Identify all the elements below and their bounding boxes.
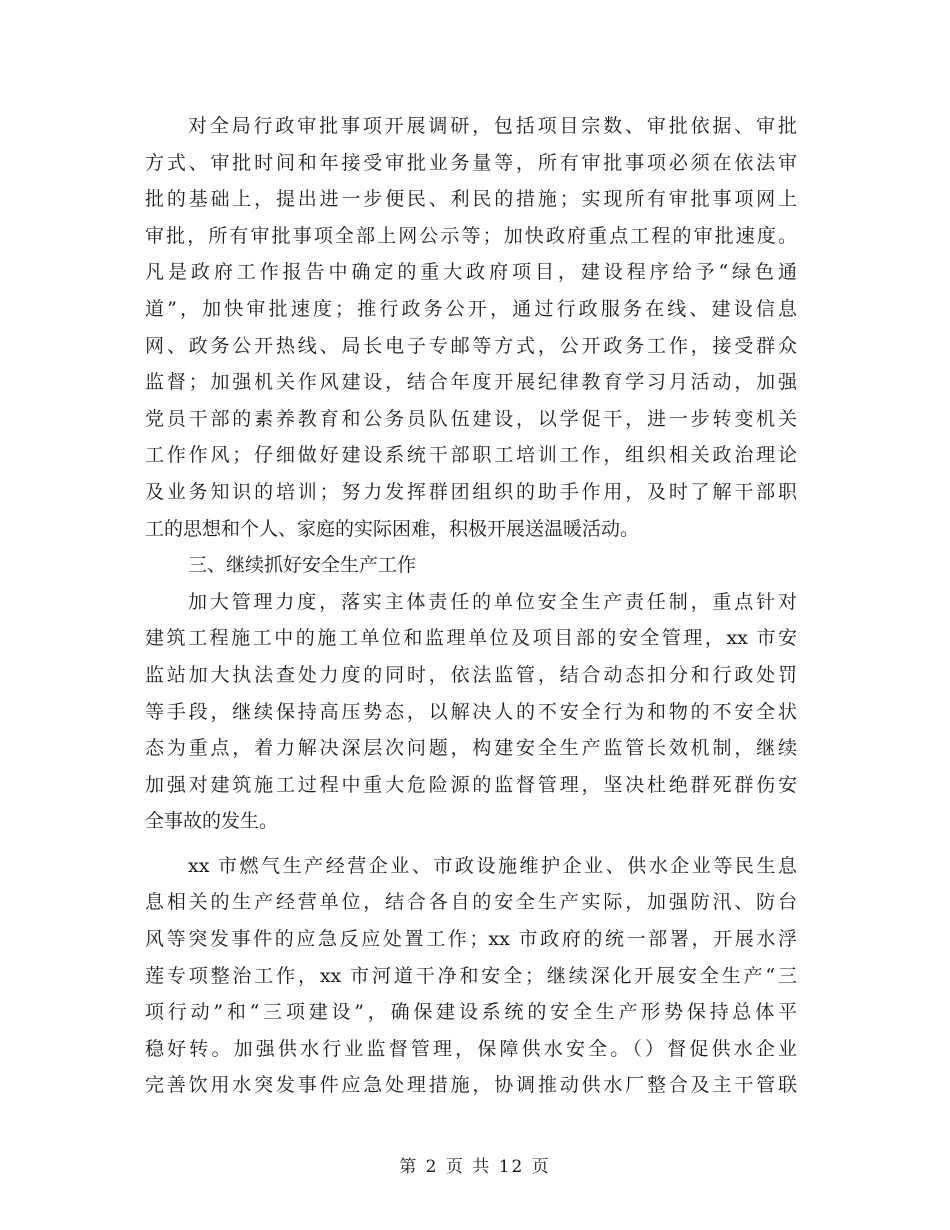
paragraph-line: 道”，加快审批速度；推行政务公开，通过行政服务在线、建设信息 (145, 297, 797, 320)
page-number-footer: 第 2 页 共 12 页 (399, 1157, 551, 1177)
paragraph-line: 及业务知识的培训；努力发挥群团组织的助手作用，及时了解干部职 (145, 480, 797, 503)
paragraph-line: 加大管理力度，落实主体责任的单位安全生产责任制，重点针对 (188, 590, 797, 613)
paragraph-line: 审批，所有审批事项全部上网公示等；加快政府重点工程的审批速度。 (145, 224, 797, 247)
paragraph-line: 稳好转。加强供水行业监督管理，保障供水安全。（）督促供水企业 (145, 1037, 797, 1060)
paragraph-line: 工作作风；仔细做好建设系统干部职工培训工作，组织相关政治理论 (145, 444, 797, 467)
paragraph-line: 完善饮用水突发事件应急处理措施，协调推动供水厂整合及主干管联 (145, 1074, 797, 1097)
paragraph-line: 项行动”和“三项建设”，确保建设系统的安全生产形势保持总体平 (145, 1001, 797, 1024)
paragraph-line: 监站加大执法查处力度的同时，依法监管，结合动态扣分和行政处罚 (145, 663, 797, 686)
paragraph-line: xx 市燃气生产经营企业、市政设施维护企业、供水企业等民生息 (188, 854, 797, 877)
paragraph-2 (145, 584, 797, 840)
paragraph-line: 党员干部的素养教育和公务员队伍建设，以学促干，进一步转变机关 (145, 407, 797, 430)
paragraph-line: 对全局行政审批事项开展调研，包括项目宗数、审批依据、审批 (188, 115, 797, 137)
paragraph-line: 加强对建筑施工过程中重大危险源的监督管理，坚决杜绝群死群伤安 (145, 773, 797, 796)
paragraph-line: 批的基础上，提出进一步便民、利民的措施；实现所有审批事项网上 (145, 188, 797, 211)
section-heading: 三、继续抓好安全生产工作 (188, 554, 417, 577)
paragraph-1 (145, 108, 797, 547)
paragraph-line: 态为重点，着力解决深层次问题，构建安全生产监管长效机制，继续 (145, 737, 797, 760)
paragraph-line: 工的思想和个人、家庭的实际困难，积极开展送温暖活动。 (145, 517, 640, 540)
paragraph-line: 等手段，继续保持高压势态，以解决人的不安全行为和物的不安全状 (145, 700, 797, 723)
document-body (145, 108, 797, 1104)
paragraph-line: 凡是政府工作报告中确定的重大政府项目，建设程序给予“绿色通 (145, 261, 797, 284)
paragraph-line: 方式、审批时间和年接受审批业务量等，所有审批事项必须在依法审 (145, 151, 797, 174)
paragraph-line: 风等突发事件的应急反应处置工作；xx 市政府的统一部署，开展水浮 (145, 928, 797, 951)
paragraph-3 (145, 848, 797, 1104)
paragraph-line: 网、政务公开热线、局长电子专邮等方式，公开政务工作，接受群众 (145, 334, 797, 357)
paragraph-line: 全事故的发生。 (145, 810, 279, 833)
paragraph-line: 莲专项整治工作，xx 市河道干净和安全；继续深化开展安全生产“三 (145, 964, 797, 987)
paragraph-line: 监督；加强机关作风建设，结合年度开展纪律教育学习月活动，加强 (145, 371, 797, 394)
paragraph-line: 息相关的生产经营单位，结合各自的安全生产实际，加强防汛、防台 (145, 891, 797, 914)
paragraph-line: 建筑工程施工中的施工单位和监理单位及项目部的安全管理，xx 市安 (145, 627, 797, 650)
